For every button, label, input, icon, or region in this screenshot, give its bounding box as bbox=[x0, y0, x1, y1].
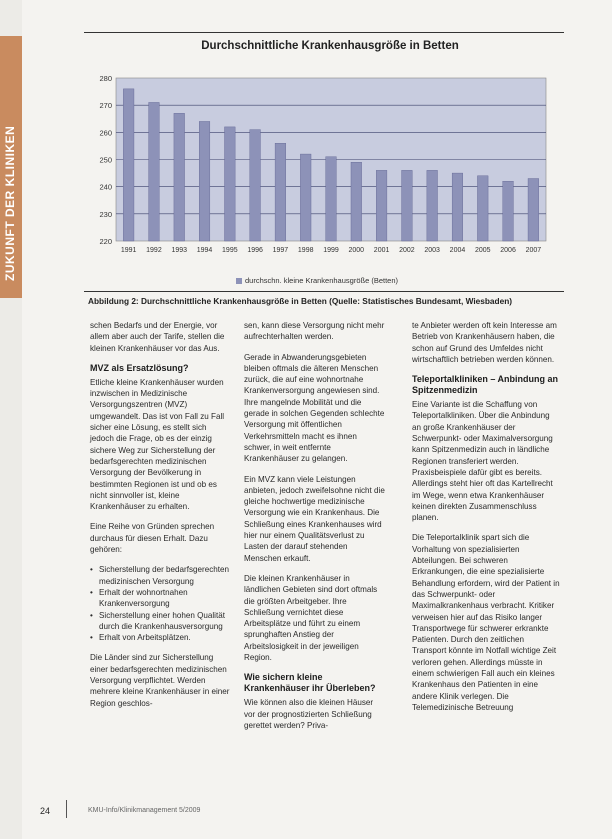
y-tick-label: 280 bbox=[99, 74, 112, 83]
bar bbox=[149, 102, 160, 241]
x-tick-label: 1999 bbox=[323, 247, 339, 254]
x-tick-label: 2006 bbox=[500, 247, 516, 254]
bar bbox=[477, 176, 488, 241]
paragraph: Gerade in Abwanderungsgebieten bleiben oftmals die älteren Menschen zurück, die auf eine wohnortnahe Krankenversorgung angewiesen sind. Ihre mangelnde Mobilität und die gerade in solchen Gegenden schlechte Versorgung mit öffentlichen Verkehrsmitteln macht es ihnen schwer, in weit entfernte Krankenhäuser zu gelangen. bbox=[244, 352, 385, 464]
list-item: • Erhalt von Arbeitsplätzen. bbox=[90, 632, 232, 643]
x-tick-label: 2004 bbox=[449, 247, 466, 254]
paragraph: Wie können also die kleinen Häuser vor der prognostizierten Schließung gerettet werden? Priva- bbox=[244, 698, 374, 730]
y-tick-label: 240 bbox=[99, 182, 112, 192]
section-label: ZUKUNFT DER KLINIKEN bbox=[3, 125, 17, 281]
footer-divider bbox=[66, 800, 67, 818]
x-tick-label: 2001 bbox=[373, 247, 390, 254]
text-column-2 bbox=[244, 320, 386, 740]
list-item: • Sicherstellung einer hohen Qualität durch die Krankenhausversorgung bbox=[90, 610, 232, 633]
section-heading: Wie sichern kleine Krankenhäuser ihr Überleben? bbox=[244, 672, 376, 694]
chart-legend bbox=[236, 276, 398, 285]
bar bbox=[326, 157, 337, 241]
paragraph: Die Teleportalklinik spart sich die Vorhaltung von spezialisierten Abteilungen. Bei schweren Erkrankungen, die eine spezialisierte Behandlung erfordern, wird der Patient in das Schwerpunkt- oder Maximalkrankenhaus verbracht. Kritiker verweisen hier auf das Risiko langer Transportwege für schwerer erkrankte Patienten. Durch den zeitlichen Transport könnte im Notfall wichtige Zeit verloren gehen. Allerdings müsste in einem schwierigen Fall auch ein kleines Krankenhaus den Patienten in eine andere Klinik verlegen. Die Telemedizinische Betreuung bbox=[412, 533, 560, 712]
y-tick-label: 270 bbox=[99, 101, 112, 111]
x-tick-label: 1998 bbox=[297, 247, 314, 254]
page-number: 24 bbox=[40, 806, 51, 816]
chart-title: Durchschnittliche Krankenhausgröße in Betten bbox=[201, 40, 459, 52]
y-tick-label: 220 bbox=[99, 237, 112, 246]
bar bbox=[402, 170, 413, 241]
section-heading: MVZ als Ersatzlösung? bbox=[90, 362, 189, 373]
paragraph: Die Länder sind zur Sicherstellung einer bedarfsgerechten medizinischen Versorgung verpflichtet. Werden mehrere kleine Krankenhäuser in einer Region geschlos- bbox=[90, 653, 230, 708]
bar-chart bbox=[84, 70, 554, 270]
paragraph: Die kleinen Krankenhäuser in ländlichen Gebieten sind dort oftmals die größten Arbeitgeber. Ihre Schließung vernichtet diese Arbeitsplätze und führt zu einem sprunghaften Anstieg der Arbeitslosigkeit in der jeweiligen Region. bbox=[244, 573, 378, 663]
bar bbox=[528, 179, 539, 241]
bar bbox=[123, 89, 134, 241]
list-item: • Erhalt der wohnortnahen Krankenversorgung bbox=[90, 587, 232, 610]
bullet-list bbox=[90, 564, 232, 643]
bar bbox=[250, 130, 261, 241]
section-heading: Teleportalkliniken – Anbindung an Spitzenmedizin bbox=[412, 374, 559, 396]
y-tick-label: 230 bbox=[99, 209, 112, 219]
x-tick-label: 1994 bbox=[196, 247, 213, 254]
paragraph: te Anbieter werden oft kein Interesse am Betrieb von Krankenhäusern haben, die schon auf Grund des Umfeldes nicht wirtschaftlich betrieben werden können. bbox=[412, 321, 557, 364]
bar bbox=[300, 154, 311, 241]
paragraph: sen, kann diese Versorgung nicht mehr aufrechterhalten werden. bbox=[244, 321, 385, 342]
paragraph: Ein MVZ kann viele Leistungen anbieten, jedoch zweifelsohne nicht die gleiche hochwertige medizinische Versorgung wie ein Krankenhaus. Die Schließung eines Krankenhauses wird hier nur einem Qualitätsverlust zu Lasten der darauf stehenden Menschen erkauft. bbox=[244, 474, 385, 563]
bar bbox=[427, 170, 438, 241]
x-tick-label: 2005 bbox=[474, 247, 491, 254]
bar bbox=[452, 173, 463, 241]
x-tick-label: 1996 bbox=[247, 247, 263, 254]
paragraph: Eine Reihe von Gründen sprechen durchaus für diesen Erhalt. Dazu gehören: bbox=[90, 522, 215, 555]
x-tick-label: 1993 bbox=[171, 247, 188, 254]
x-tick-label: 2007 bbox=[525, 247, 542, 254]
x-tick-label: 1992 bbox=[146, 247, 162, 254]
text-column-1 bbox=[90, 320, 232, 718]
paragraph: Eine Variante ist die Schaffung von Teleportalkliniken. Über die Anbindung an große Krankenhäuser der Schwerpunkt- oder Maximalversorgung kann Spitzenmedizin auch in ländliche Regionen transferiert werden. Praxisbeispiele dafür gibt es bereits. Allerdings steht hier oft das Kartellrecht im Wege, wenn etwa Krankenhäuser keinen direkten Zusammenschluss planen. bbox=[412, 400, 553, 523]
bar bbox=[225, 127, 236, 241]
bar bbox=[351, 162, 362, 241]
legend-swatch bbox=[236, 278, 242, 284]
legend-label: durchschn. kleine Krankenhausgröße (Betten) bbox=[245, 276, 399, 285]
paragraph: Etliche kleine Krankenhäuser wurden inzwischen in Medizinische Versorgungszentren (MVZ) umgewandelt. Das ist von Fall zu Fall sicher eine Lösung, es stellt sich jedoch die Frage, ob es der einzig sichere Weg zur Sicherstellung der bedarfsgerechten medizinischen Versorgung der Bevölkerung in bestimmten Regionen ist und ob es nicht sinnvoller ist, kleine Krankenhäuser zu erhalten. bbox=[90, 377, 225, 512]
figure-caption: Abbildung 2: Durchschnittliche Krankenhausgröße in Betten (Quelle: Statistisches Bundesamt, Wiesbaden) bbox=[88, 296, 513, 306]
top-rule bbox=[84, 32, 564, 33]
bar bbox=[376, 170, 387, 241]
section-tab bbox=[0, 36, 22, 298]
bar bbox=[503, 181, 514, 241]
x-tick-label: 2000 bbox=[348, 247, 365, 254]
caption-rule bbox=[84, 291, 564, 292]
x-tick-label: 1995 bbox=[222, 247, 238, 254]
footer-text: KMU-Info/Klinikmanagement 5/2009 bbox=[88, 807, 201, 814]
paragraph: schen Bedarfs und der Energie, vor allem aber auch der Tarife, stellen die kleinen Krankenhäuser vor das Aus. bbox=[90, 321, 225, 353]
x-tick-label: 1991 bbox=[120, 247, 137, 254]
bar bbox=[275, 143, 286, 241]
x-tick-label: 1997 bbox=[272, 247, 289, 254]
text-column-3 bbox=[412, 320, 560, 722]
x-tick-label: 2003 bbox=[424, 247, 440, 254]
bar bbox=[199, 121, 210, 241]
bar bbox=[174, 113, 185, 241]
list-item: • Sicherstellung der bedarfsgerechten medizinischen Versorgung bbox=[90, 564, 232, 587]
y-tick-label: 260 bbox=[99, 128, 112, 138]
y-tick-label: 250 bbox=[99, 155, 112, 165]
x-tick-label: 2002 bbox=[399, 247, 415, 254]
